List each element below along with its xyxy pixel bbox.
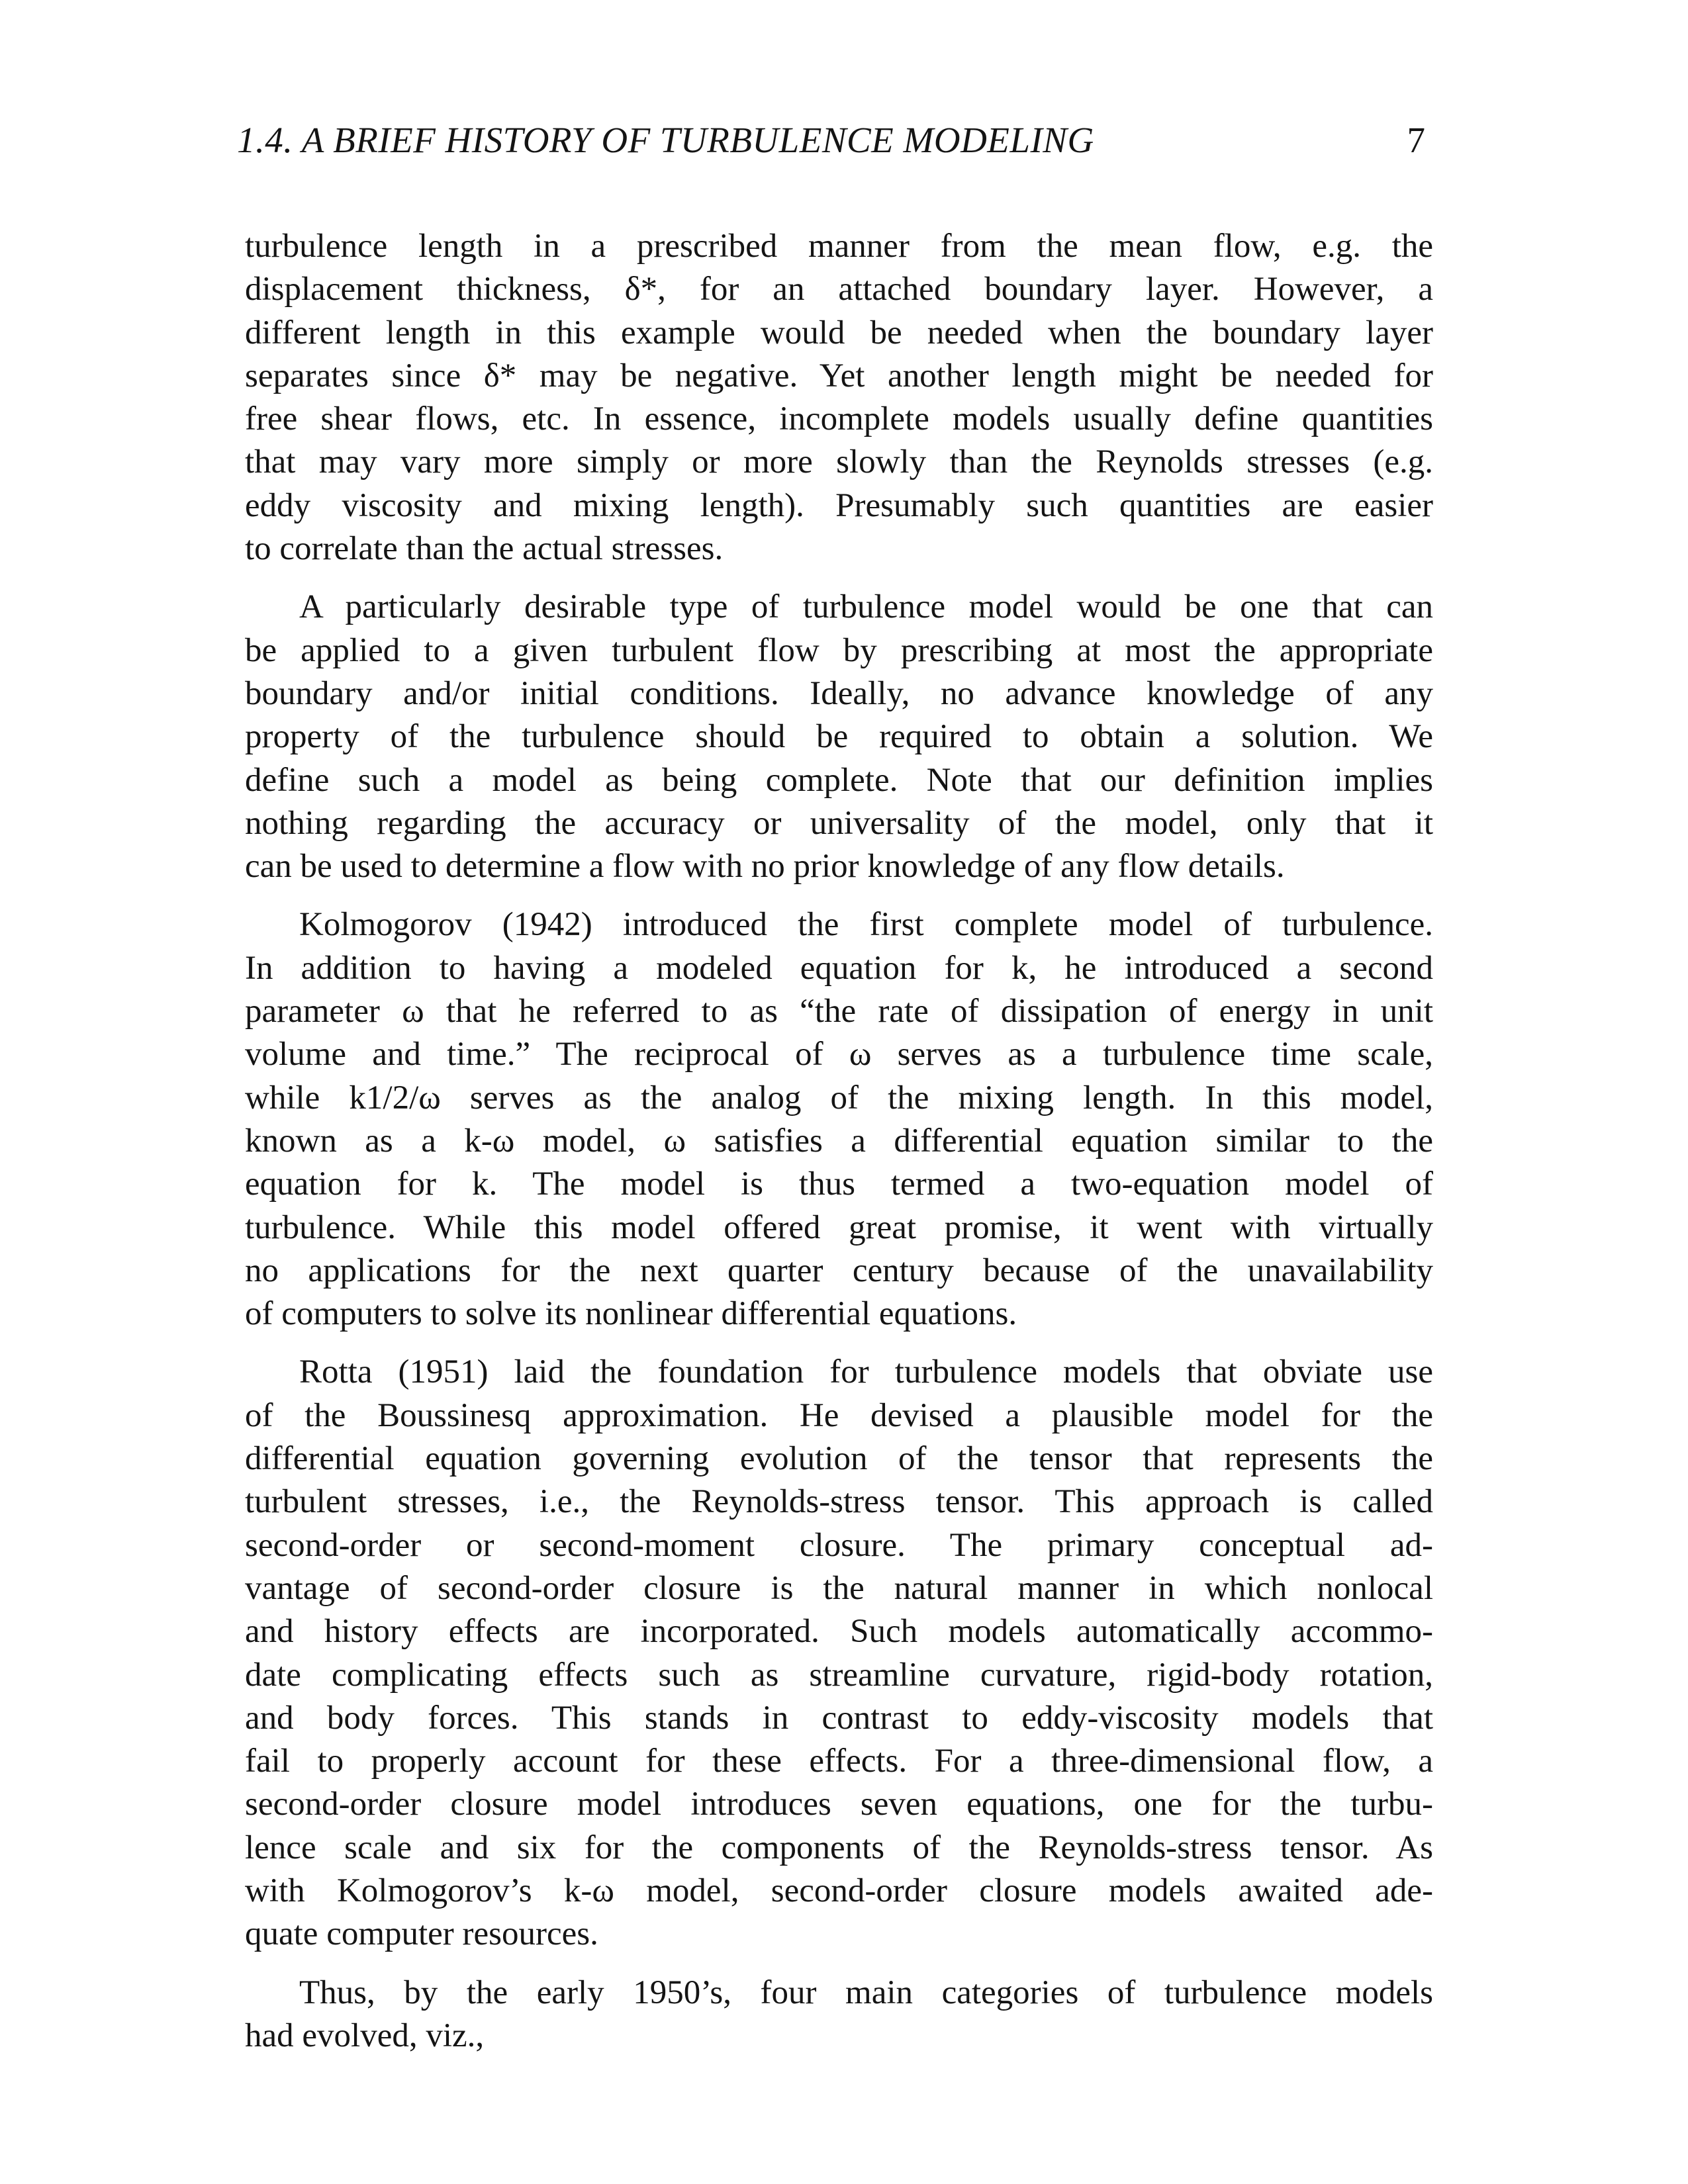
text-line: volume and time.” The reciprocal of ω serves as a turbulence time scale,	[245, 1036, 1433, 1073]
text-line: define such a model as being complete. Note that our definition implies	[245, 761, 1433, 799]
text-line: In addition to having a modeled equation for k, he introduced a second	[245, 949, 1433, 987]
section-title: 1.4. A BRIEF HISTORY OF TURBULENCE MODELING	[237, 120, 1094, 160]
text-line: fail to properly account for these effects. For a three-dimensional flow, a	[245, 1743, 1433, 1780]
text-line: Kolmogorov (1942) introduced the first complete model of turbulence.	[299, 906, 1433, 944]
text-line: no applications for the next quarter century because of the unavailability	[245, 1251, 1433, 1289]
text-line: with Kolmogorov’s k-ω model, second-order closure models awaited ade-	[245, 1872, 1433, 1909]
text-line: can be used to determine a flow with no prior knowledge of any flow details.	[245, 848, 1285, 886]
text-line: and body forces. This stands in contrast to eddy-viscosity models that	[245, 1699, 1433, 1737]
text-line: boundary and/or initial conditions. Ideally, no advance knowledge of any	[245, 674, 1433, 712]
paragraph-1	[245, 225, 1433, 570]
text-line: vantage of second-order closure is the natural manner in which nonlocal	[245, 1569, 1433, 1607]
text-line: while k1/2/ω serves as the analog of the mixing length. In this model,	[245, 1079, 1433, 1116]
body-text	[245, 225, 1433, 2073]
text-line: A particularly desirable type of turbulence model would be one that can	[299, 588, 1433, 626]
text-line: be applied to a given turbulent flow by prescribing at most the appropriate	[245, 631, 1433, 669]
text-line: parameter ω that he referred to as “the rate of dissipation of energy in unit	[245, 993, 1433, 1030]
text-line: different length in this example would be needed when the boundary layer	[245, 314, 1433, 351]
running-head	[237, 119, 1425, 172]
paragraph-2	[245, 586, 1433, 888]
text-line: of computers to solve its nonlinear differential equations.	[245, 1295, 1017, 1333]
text-line: of the Boussinesq approximation. He devised a plausible model for the	[245, 1396, 1433, 1434]
text-line: to correlate than the actual stresses.	[245, 530, 724, 568]
text-line: displacement thickness, δ*, for an attached boundary layer. However, a	[245, 271, 1433, 308]
text-line: turbulence length in a prescribed manner from the mean flow, e.g. the	[245, 228, 1433, 265]
text-line: nothing regarding the accuracy or universality of the model, only that it	[245, 804, 1433, 842]
text-line: Rotta (1951) laid the foundation for turbulence models that obviate use	[299, 1353, 1433, 1391]
page-number: 7	[1407, 120, 1425, 160]
text-line: second-order or second-moment closure. The primary conceptual ad-	[245, 1526, 1433, 1564]
text-line: free shear flows, etc. In essence, incomplete models usually define quantities	[245, 400, 1433, 438]
paragraph-3	[245, 903, 1433, 1336]
text-line: known as a k-ω model, ω satisfies a differential equation similar to the	[245, 1122, 1433, 1160]
text-line: and history effects are incorporated. Such models automatically accommo-	[245, 1613, 1433, 1651]
text-line: equation for k. The model is thus termed a two-equation model of	[245, 1165, 1433, 1203]
text-line: second-order closure model introduces seven equations, one for the turbu-	[245, 1786, 1433, 1823]
text-line: quate computer resources.	[245, 1915, 598, 1953]
text-line: turbulence. While this model offered great promise, it went with virtually	[245, 1208, 1433, 1246]
text-line: that may vary more simply or more slowly than the Reynolds stresses (e.g.	[245, 443, 1433, 481]
text-line: date complicating effects such as streamline curvature, rigid-body rotation,	[245, 1656, 1433, 1694]
text-line: separates since δ* may be negative. Yet another length might be needed for	[245, 357, 1433, 394]
text-line: property of the turbulence should be required to obtain a solution. We	[245, 718, 1433, 756]
text-line: lence scale and six for the components of the Reynolds-stress tensor. As	[245, 1829, 1433, 1866]
text-line: Thus, by the early 1950’s, four main categories of turbulence models	[299, 1974, 1433, 2011]
paragraph-4	[245, 1351, 1433, 1956]
text-line: had evolved, viz.,	[245, 2017, 485, 2054]
paragraph-5	[245, 1972, 1433, 2058]
text-line: eddy viscosity and mixing length). Presumably such quantities are easier	[245, 486, 1433, 524]
text-line: turbulent stresses, i.e., the Reynolds-stress tensor. This approach is called	[245, 1483, 1433, 1521]
text-line: differential equation governing evolution of the tensor that represents the	[245, 1440, 1433, 1478]
